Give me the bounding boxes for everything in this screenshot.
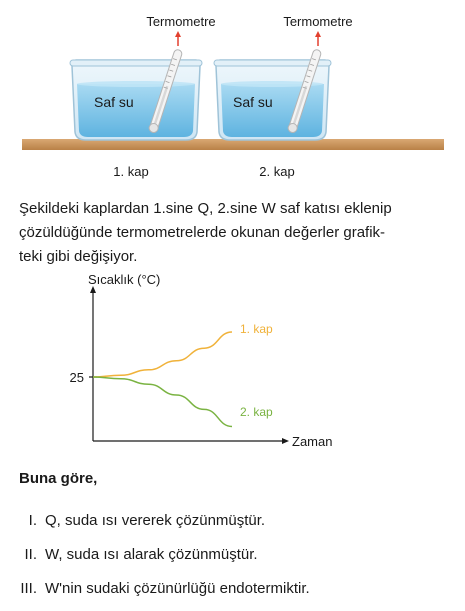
thermometer-label-1: Termometre bbox=[146, 14, 216, 29]
series-line-1-kap bbox=[93, 332, 232, 377]
statement-text: Q, suda ısı vererek çözünmüştür. bbox=[45, 512, 266, 529]
water-label-2: Saf su bbox=[233, 94, 273, 110]
paragraph-line: teki gibi değişiyor. bbox=[19, 248, 138, 265]
series-line-2-kap bbox=[93, 377, 232, 427]
statement-text: W, suda ısı alarak çözünmüştür. bbox=[45, 546, 258, 563]
container-label-1: 1. kap bbox=[113, 164, 149, 179]
x-axis-arrow-icon bbox=[282, 438, 289, 444]
statement-number: III. bbox=[20, 580, 37, 597]
statement-text: W'nin sudaki çözünürlüğü endotermiktir. bbox=[45, 580, 310, 597]
temperature-chart bbox=[0, 270, 465, 460]
statement-number: I. bbox=[28, 512, 37, 529]
y-tick-label: 25 bbox=[69, 370, 84, 385]
series-label-2-kap: 2. kap bbox=[240, 405, 273, 419]
paragraph-line: Şekildeki kaplardan 1.sine Q, 2.sine W saf katısı eklenip bbox=[19, 200, 392, 217]
container-label-2: 2. kap bbox=[259, 164, 295, 179]
arrow-up-icon bbox=[315, 31, 321, 46]
y-axis-label: Sıcaklık (°C) bbox=[88, 272, 161, 287]
container-1 bbox=[70, 60, 202, 140]
water-label-1: Saf su bbox=[94, 94, 134, 110]
statement-number: II. bbox=[24, 546, 37, 563]
paragraph-line: çözüldüğünde termometrelerde okunan değerler grafik- bbox=[19, 224, 386, 241]
x-axis-label: Zaman bbox=[292, 434, 333, 449]
arrow-up-icon bbox=[175, 31, 181, 46]
thermometer-label-2: Termometre bbox=[283, 14, 353, 29]
y-axis-arrow-icon bbox=[90, 286, 96, 293]
series-label-1-kap: 1. kap bbox=[240, 322, 273, 336]
problem-paragraph bbox=[19, 197, 449, 269]
statement-item bbox=[28, 512, 266, 529]
statement-item bbox=[20, 580, 310, 597]
statement-item bbox=[24, 546, 258, 563]
question-heading: Buna göre, bbox=[19, 470, 98, 487]
containers-figure bbox=[0, 0, 465, 190]
